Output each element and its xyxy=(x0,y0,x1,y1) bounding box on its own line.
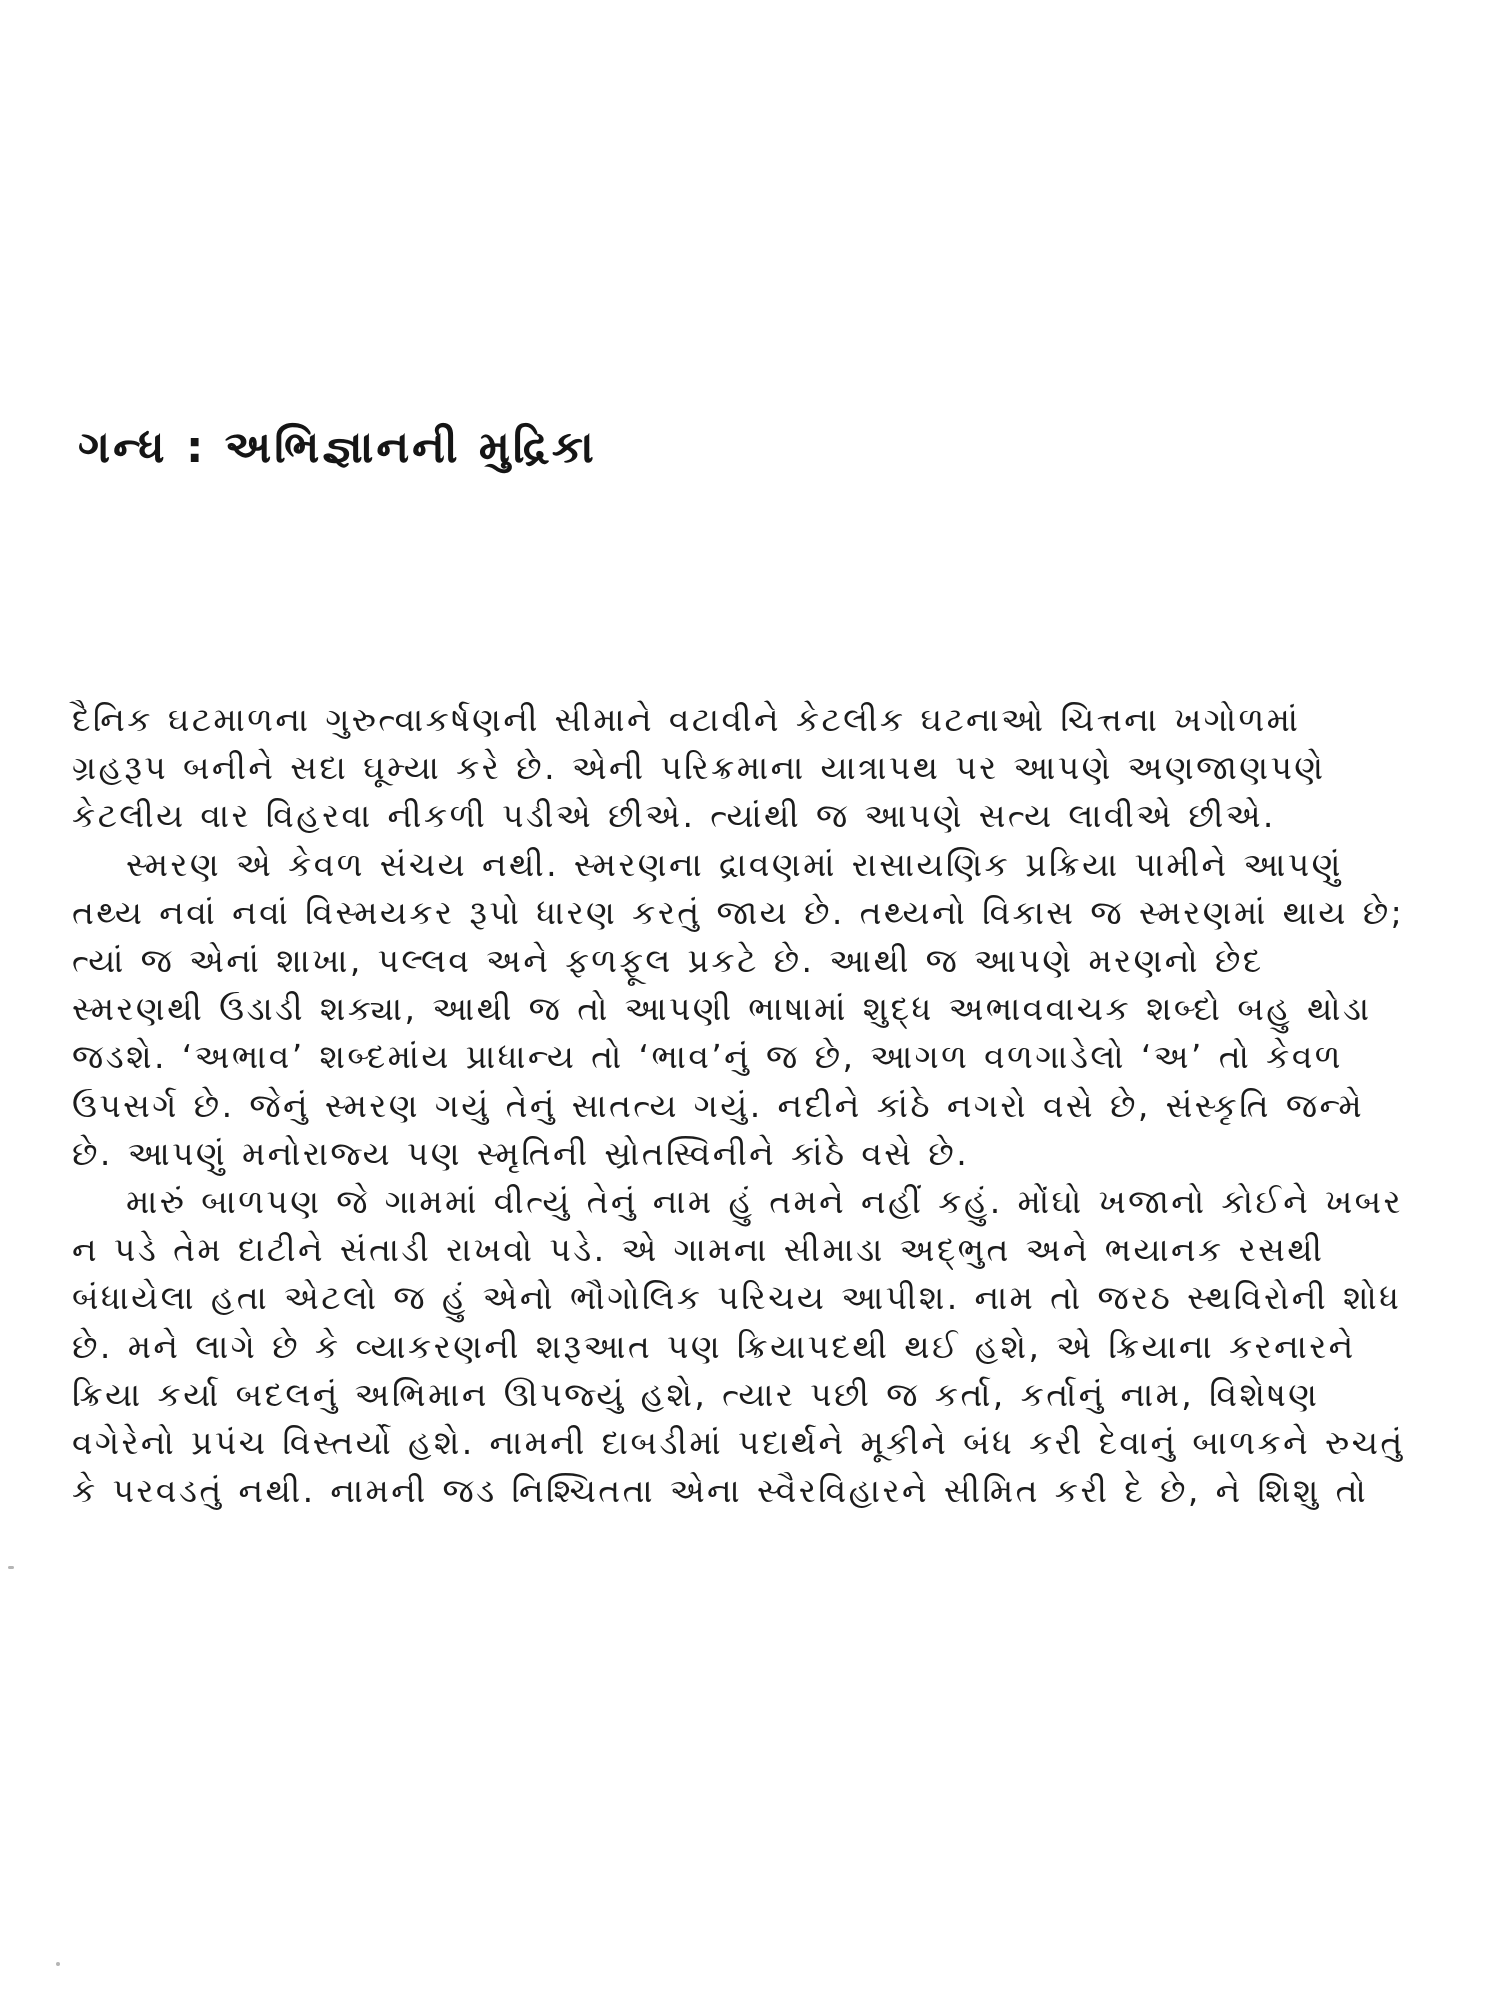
paragraph-1: દૈનિક ઘટમાળના ગુરુત્વાકર્ષણની સીમાને વટાવીને કેટલીક ઘટનાઓ ચિત્તના ખગોળમાં ગ્રહરૂપ બનીને સદા ઘૂમ્યા કરે છે. એની પરિક્રમાના યાત્રાપથ પર આપણે અણજાણપણે કેટલીય વાર વિહરવા નીકળી પડીએ છીએ. ત્યાંથી જ આપણે સત્ય લાવીએ છીએ. xyxy=(72,700,1326,836)
body-text xyxy=(72,696,1407,1515)
scan-speck xyxy=(56,1962,60,1966)
scan-speck xyxy=(8,1566,14,1569)
chapter-title: ગન્ધ : અભિજ્ઞાનની મુદ્રિકા xyxy=(78,422,597,473)
paragraph-2: સ્મરણ એ કેવળ સંચય નથી. સ્મરણના દ્રાવણમાં રાસાયણિક પ્રક્રિયા પામીને આપણું તથ્ય નવાં નવાં વિસ્મયકર રૂપો ધારણ કરતું જાય છે. તથ્યનો વિકાસ જ સ્મરણમાં થાય છે; ત્યાં જ એનાં શાખા, પલ્લવ અને ફળફૂલ પ્રકટે છે. આથી જ આપણે મરણનો છેદ સ્મરણથી ઉડાડી શક્યા, આથી જ તો આપણી ભાષામાં શુદ્ધ અભાવવાચક શબ્દો બહુ થોડા જડશે. ‘અભાવ’ શબ્દમાંય પ્રાધાન્ય તો ‘ભાવ’નું જ છે, આગળ વળગાડેલો ‘અ’ તો કેવળ ઉપસર્ગ છે. જેનું સ્મરણ ગયું તેનું સાતત્ય ગયું. નદીને કાંઠે નગરો વસે છે, સંસ્કૃતિ જન્મે છે. આપણું મનોરાજ્ય પણ સ્મૃતિની સ્રોતસ્વિનીને કાંઠે વસે છે. xyxy=(72,844,1405,1173)
paragraph-3: મારું બાળપણ જે ગામમાં વીત્યું તેનું નામ હું તમને નહીં કહું. મોંઘો ખજાનો કોઈને ખબર ન પડે તેમ દાટીને સંતાડી રાખવો પડે. એ ગામના સીમાડા અદ્ભુત અને ભયાનક રસથી બંધાયેલા હતા એટલો જ હું એનો ભૌગોલિક પરિચય આપીશ. નામ તો જરઠ સ્થવિરોની શોધ છે. મને લાગે છે કે વ્યાકરણની શરૂઆત પણ ક્રિયાપદથી થઈ હશે, એ ક્રિયાના કરનારને ક્રિયા કર્યા બદલનું અભિમાન ઊપજ્યું હશે, ત્યાર પછી જ કર્તા, કર્તાનું નામ, વિશેષણ વગેરેનો પ્રપંચ વિસ્તર્યો હશે. નામની દાબડીમાં પદાર્થને મૂકીને બંધ કરી દેવાનું બાળકને રુચતું કે પરવડતું નથી. નામની જડ નિશ્ચિતતા એના સ્વૈરવિહારને સીમિત કરી દે છે, ને શિશુ તો xyxy=(72,1182,1405,1511)
